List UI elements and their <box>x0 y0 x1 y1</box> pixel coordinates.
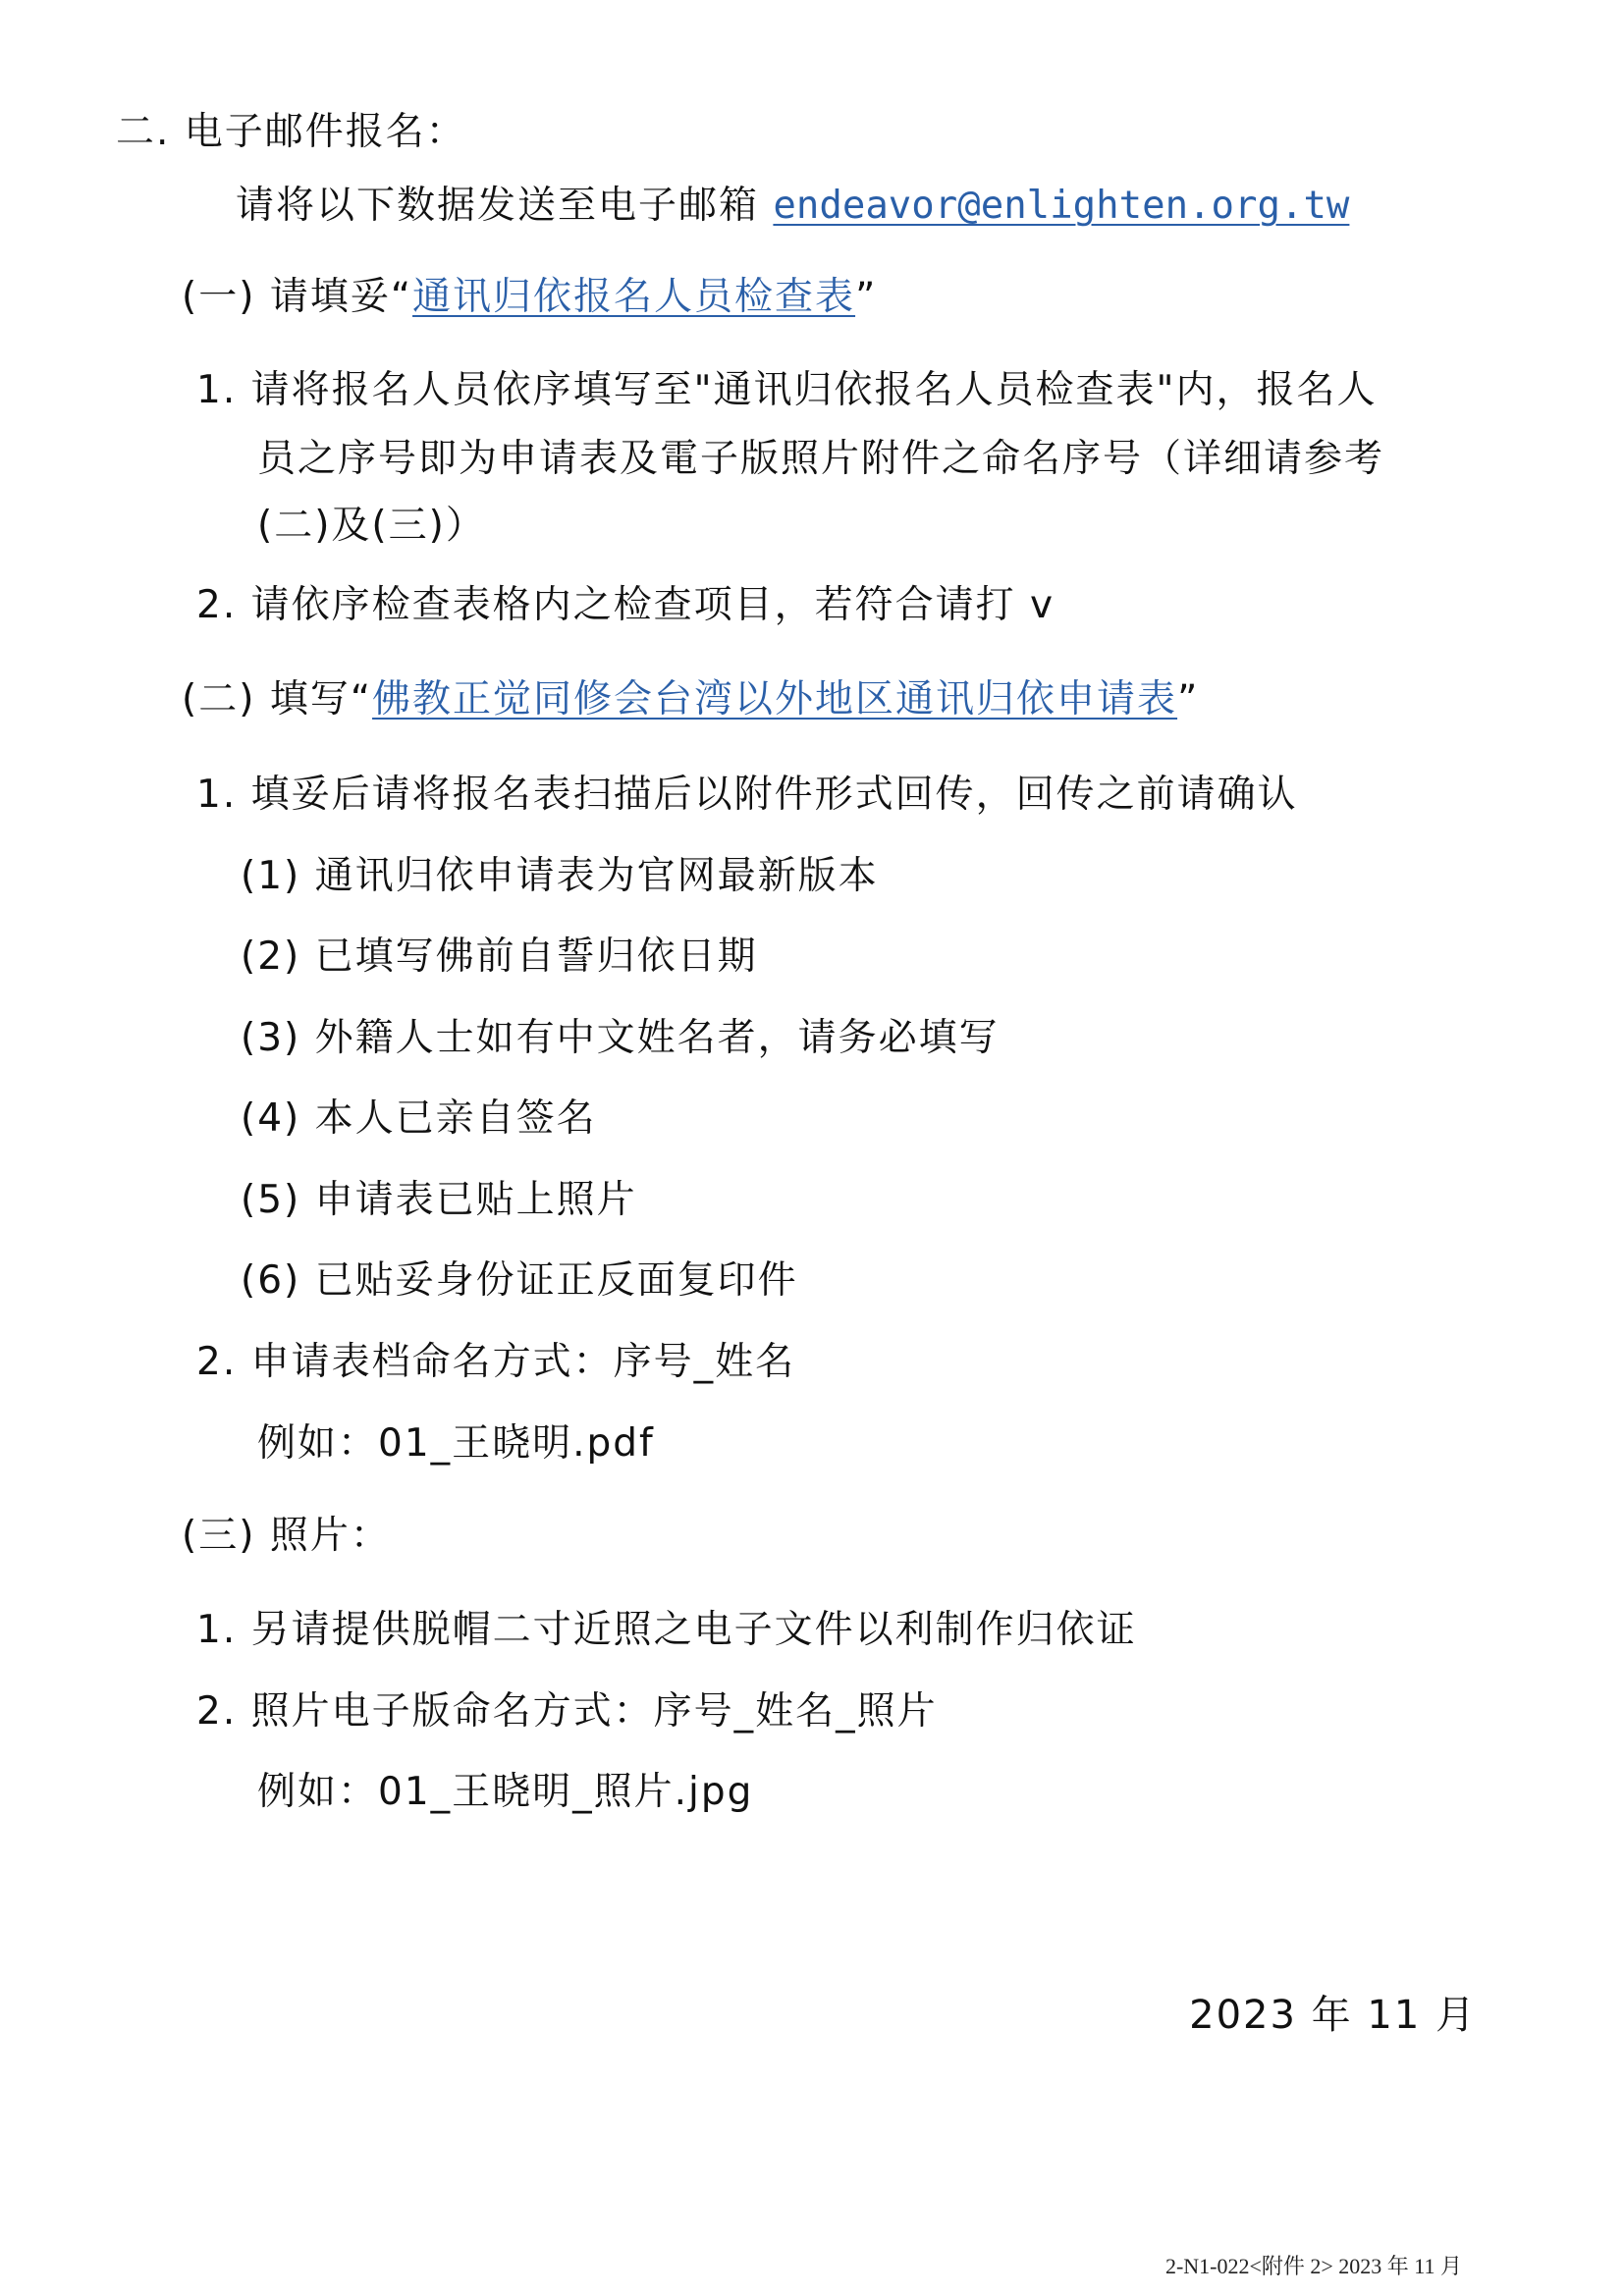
part3-heading: (三) 照片： <box>182 1514 391 1558</box>
part3-item1: 1. 另请提供脱帽二寸近照之电子文件以利制作归依证 <box>196 1608 1137 1652</box>
check-item: (1) 通讯归依申请表为官网最新版本 <box>241 854 879 898</box>
page-footer: 2-N1-022<附件 2> 2023 年 11 月 <box>1164 2254 1462 2278</box>
part1-item1-line3: (二)及(三)） <box>257 504 486 548</box>
part2-suffix: ” <box>1177 677 1200 721</box>
part2-heading <box>182 675 1199 724</box>
check-item: (5) 申请表已贴上照片 <box>241 1178 637 1222</box>
part1-item1-line2: 员之序号即为申请表及電子版照片附件之命名序号（详细请参考 <box>257 437 1385 481</box>
part3-item2-example: 例如：01_王晓明_照片.jpg <box>257 1770 754 1814</box>
part2-prefix: (二) 填写“ <box>182 677 373 721</box>
application-form-link[interactable]: 佛教正觉同修会台湾以外地区通讯归依申请表 <box>372 677 1178 721</box>
document-date: 2023 年 11 月 <box>1189 1993 1477 2038</box>
checklist-link[interactable]: 通讯归依报名人员检查表 <box>412 275 856 319</box>
email-instruction-text: 请将以下数据发送至电子邮箱 <box>236 184 774 228</box>
part2-item1: 1. 填妥后请将报名表扫描后以附件形式回传，回传之前请确认 <box>196 773 1298 817</box>
part1-item1-line1: 1. 请将报名人员依序填写至"通讯归依报名人员检查表"内，报名人 <box>196 368 1378 412</box>
email-link[interactable]: endeavor@enlighten.org.tw <box>773 184 1350 228</box>
email-instruction <box>236 182 1349 231</box>
part2-item2-example: 例如：01_王晓明.pdf <box>257 1421 655 1466</box>
part2-item2: 2. 申请表档命名方式：序号_姓名 <box>196 1340 796 1384</box>
part1-item2: 2. 请依序检查表格内之检查项目，若符合请打 v <box>196 583 1056 627</box>
check-item: (4) 本人已亲自签名 <box>241 1096 597 1141</box>
check-item: (6) 已贴妥身份证正反面复印件 <box>241 1258 798 1303</box>
check-item: (2) 已填写佛前自誓归依日期 <box>241 934 758 979</box>
check-item: (3) 外籍人士如有中文姓名者，请务必填写 <box>241 1016 1000 1060</box>
section-heading: 二. 电子邮件报名： <box>116 110 466 154</box>
part1-heading <box>182 273 877 322</box>
part3-item2: 2. 照片电子版命名方式：序号_姓名_照片 <box>196 1689 938 1734</box>
part1-prefix: (一) 请填妥“ <box>182 275 413 319</box>
part1-suffix: ” <box>855 275 878 319</box>
